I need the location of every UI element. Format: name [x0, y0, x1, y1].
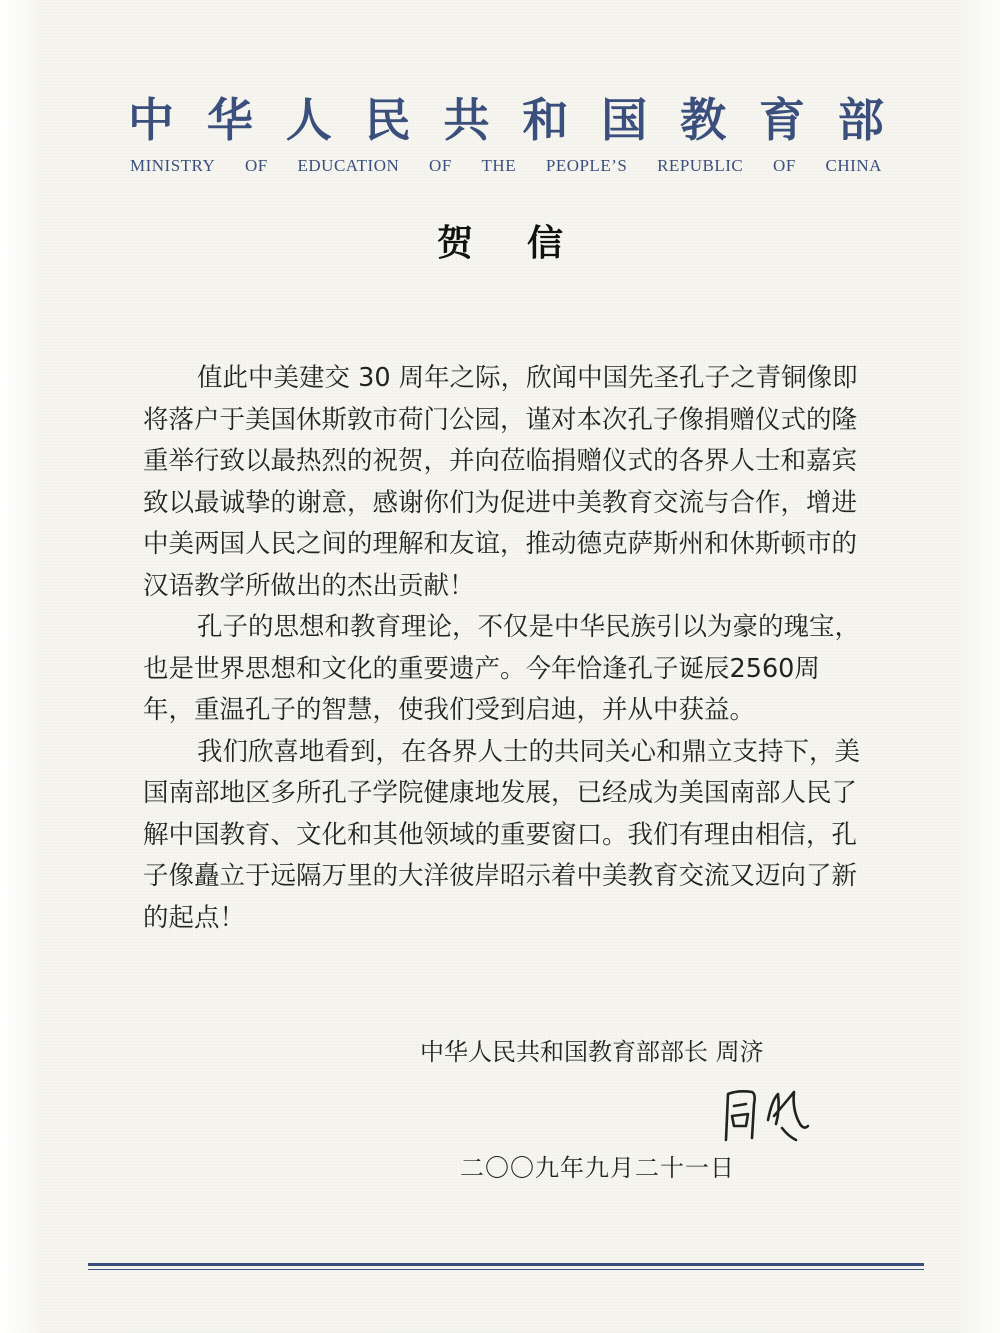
letter-date: 二〇〇九年九月二十一日 — [460, 1154, 735, 1182]
letterhead-org-cn — [128, 92, 884, 148]
signer-line: 中华人民共和国教育部部长 周济 — [420, 1038, 764, 1066]
letterhead-char: 国 — [601, 93, 648, 147]
footer-rule-thin — [88, 1269, 924, 1270]
letterhead-word: OF — [773, 156, 796, 175]
letterhead-char: 育 — [759, 93, 805, 147]
letter-body — [143, 358, 863, 939]
footer-rule — [88, 1263, 924, 1266]
letterhead-char: 教 — [680, 93, 727, 147]
letterhead-char: 部 — [837, 93, 884, 147]
letterhead-word: EDUCATION — [297, 156, 400, 175]
letterhead-char: 中 — [128, 93, 174, 147]
letterhead-org-en — [130, 156, 882, 176]
paper-edge-right — [960, 0, 1000, 1333]
letterhead-word: REPUBLIC — [657, 156, 744, 175]
letterhead-word: OF — [245, 156, 268, 175]
letterhead-word: THE — [481, 156, 517, 175]
body-paragraph: 孔子的思想和教育理论，不仅是中华民族引以为豪的瑰宝，也是世界思想和文化的重要遗产。今年恰逢孔子诞辰2560周年，重温孔子的智慧，使我们受到启迪，并从中获益。 — [143, 612, 861, 725]
letter-title: 贺信 — [436, 223, 617, 264]
letterhead-char: 人 — [285, 93, 332, 147]
handwritten-signature — [716, 1080, 816, 1150]
letterhead-word: MINISTRY — [130, 156, 216, 175]
paper-edge-left — [0, 0, 40, 1333]
letterhead-char: 华 — [206, 93, 253, 147]
letterhead-char: 民 — [364, 93, 411, 147]
body-paragraph: 值此中美建交 30 周年之际，欣闻中国先圣孔子之青铜像即将落户于美国休斯敦市荷门公园，谨对本次孔子像捐赠仪式的隆重举行致以最热烈的祝贺，并向莅临捐赠仪式的各界人士和嘉宾致以最诚挚的谢意，感谢你们为促进中美教育交流与合作，增进中美两国人民之间的理解和友谊，推动德克萨斯州和休斯顿市的汉语教学所做出的杰出贡献！ — [143, 363, 858, 601]
letterhead-word: PEOPLE’S — [545, 156, 628, 175]
letterhead-char: 和 — [522, 93, 569, 147]
letterhead-word: CHINA — [825, 156, 882, 175]
letterhead-char: 共 — [443, 93, 490, 147]
body-paragraph: 我们欣喜地看到，在各界人士的共同关心和鼎立支持下，美国南部地区多所孔子学院健康地发展，已经成为美国南部人民了解中国教育、文化和其他领域的重要窗口。我们有理由相信，孔子像矗立于远隔万里的大洋彼岸昭示着中美教育交流又迈向了新的起点！ — [143, 736, 861, 933]
letterhead-word: OF — [429, 156, 452, 175]
